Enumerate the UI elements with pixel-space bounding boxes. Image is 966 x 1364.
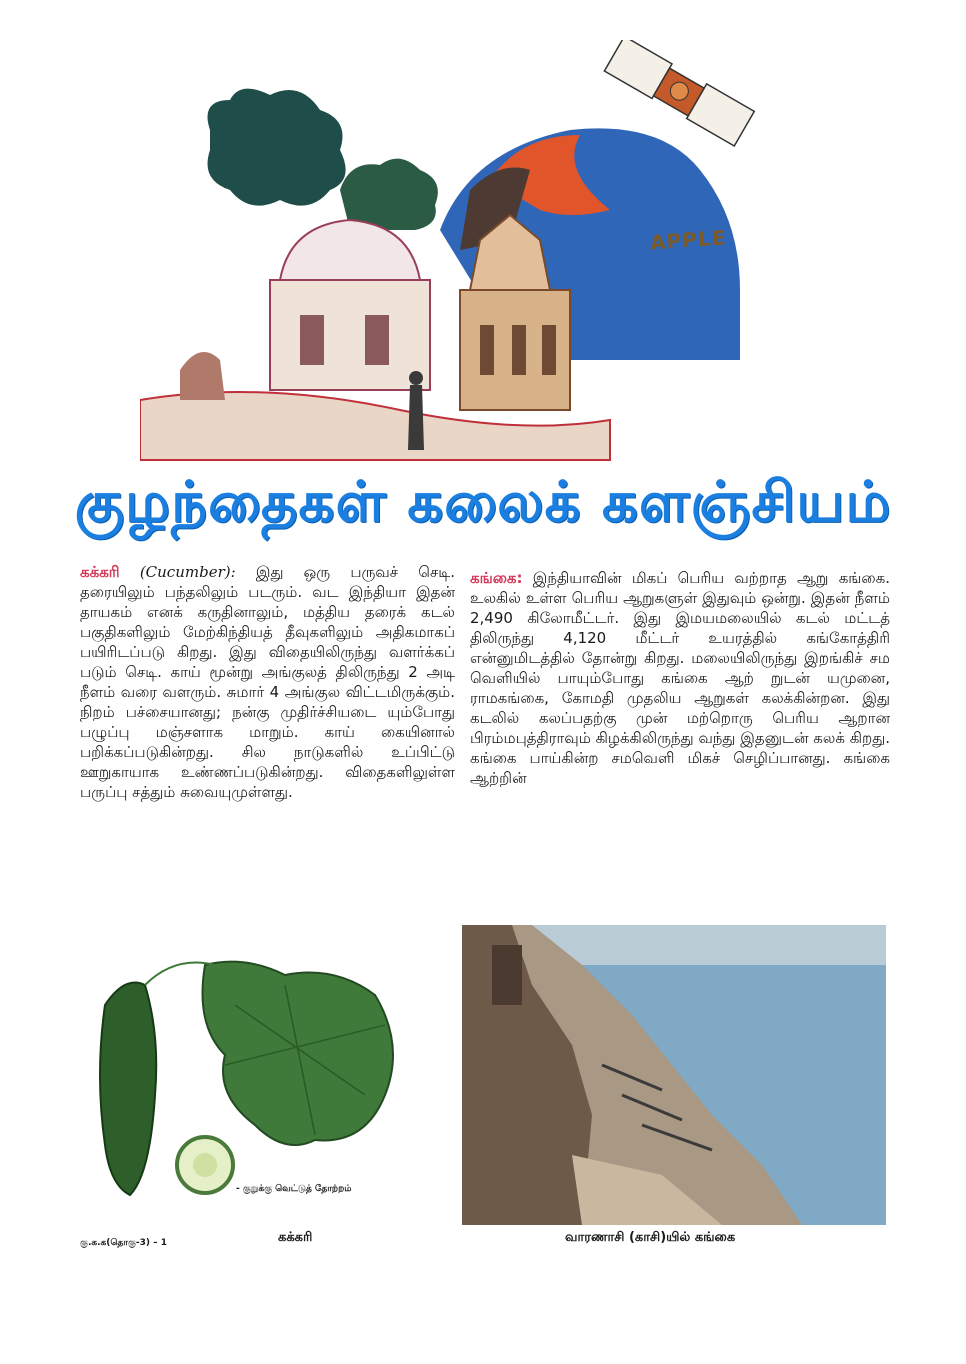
- ganga-body: இந்தியாவின் மிகப் பெரிய வற்றாத ஆறு கங்கை. உலகில் உள்ள பெரிய ஆறுகளுள் இதுவும் ஒன்று. இதன் நீளம் 2,490 கிலோமீட்டர். இது இமயமலையில் கடல் மட்டத் திலிருந்து 4,120 மீட்டர் உயரத்தில் கங்கோத்திரி என்னுமிடத்தில் தோன்று கிறது. மலையிலிருந்து இறங்கிச் சம வெளியில் பாயும்போது கங்கை ஆற் றுடன் யமுனை, ராமகங்கை, கோமதி முதலிய ஆறுகள் கலக்கின்றன. இது கடலில் கலப்பதற்கு முன் மற்றொரு பெரிய ஆறான பிரம்மபுத்திராவும் கிழக்கிலிருந்து வந்து இதனுடன் கலக் கிறது. கங்கை பாய்கின்ற சமவெளி மிகச் செழிப்பானது. கங்கை ஆற்றின்: [470, 569, 890, 787]
- ganga-term: கங்கை:: [470, 569, 523, 587]
- cross-section-caption: - குறுக்கு வெட்டுத் தோற்றம்: [236, 1184, 352, 1194]
- page-reference: கு.க.க(தொகு-3) – 1: [80, 1238, 168, 1248]
- satellite-label: APPLE: [649, 225, 727, 255]
- page-title: குழந்தைகள் கலைக் களஞ்சியம்: [74, 470, 892, 535]
- cucumber-caption: கக்கரி: [278, 1230, 313, 1245]
- cucumber-english: (Cucumber):: [139, 563, 236, 581]
- ganga-caption: வாரணாசி (காசி)யில் கங்கை: [565, 1230, 736, 1245]
- cucumber-illustration: [85, 945, 435, 1205]
- ganga-photo: [462, 925, 886, 1225]
- cucumber-entry: [80, 562, 455, 802]
- cucumber-term: கக்கரி: [80, 563, 120, 581]
- ganga-entry: [470, 568, 890, 788]
- cucumber-body: இது ஒரு பருவச் செடி. தரையிலும் பந்தலிலும் படரும். வட இந்தியா இதன் தாயகம் எனக் கருதினாலும், மத்திய தரைக் கடல் பகுதிகளிலும் மேற்கிந்தியத் தீவுகளிலும் அதிகமாகப் பயிரிடப்படு கிறது. இது விதையிலிருந்து வளர்க்கப் படும் செடி. காய் மூன்று அங்குலத் திலிருந்து 2 அடி நீளம் வரை வளரும். சுமார் 4 அங்குல விட்டமிருக்கும். நிறம் பச்சையானது; நன்கு முதிர்ச்சியடை யும்போது பழுப்பு மஞ்சளாக மாறும். காய் கையினால் பறிக்கப்படுகின்றது. சில நாடுகளில் உப்பிட்டு ஊறுகாயாக உண்ணப்படுகின்றது. விதைகளிலுள்ள பருப்பு சத்தும் சுவையுமுள்ளது.: [80, 563, 455, 801]
- hero-illustration: [140, 40, 840, 480]
